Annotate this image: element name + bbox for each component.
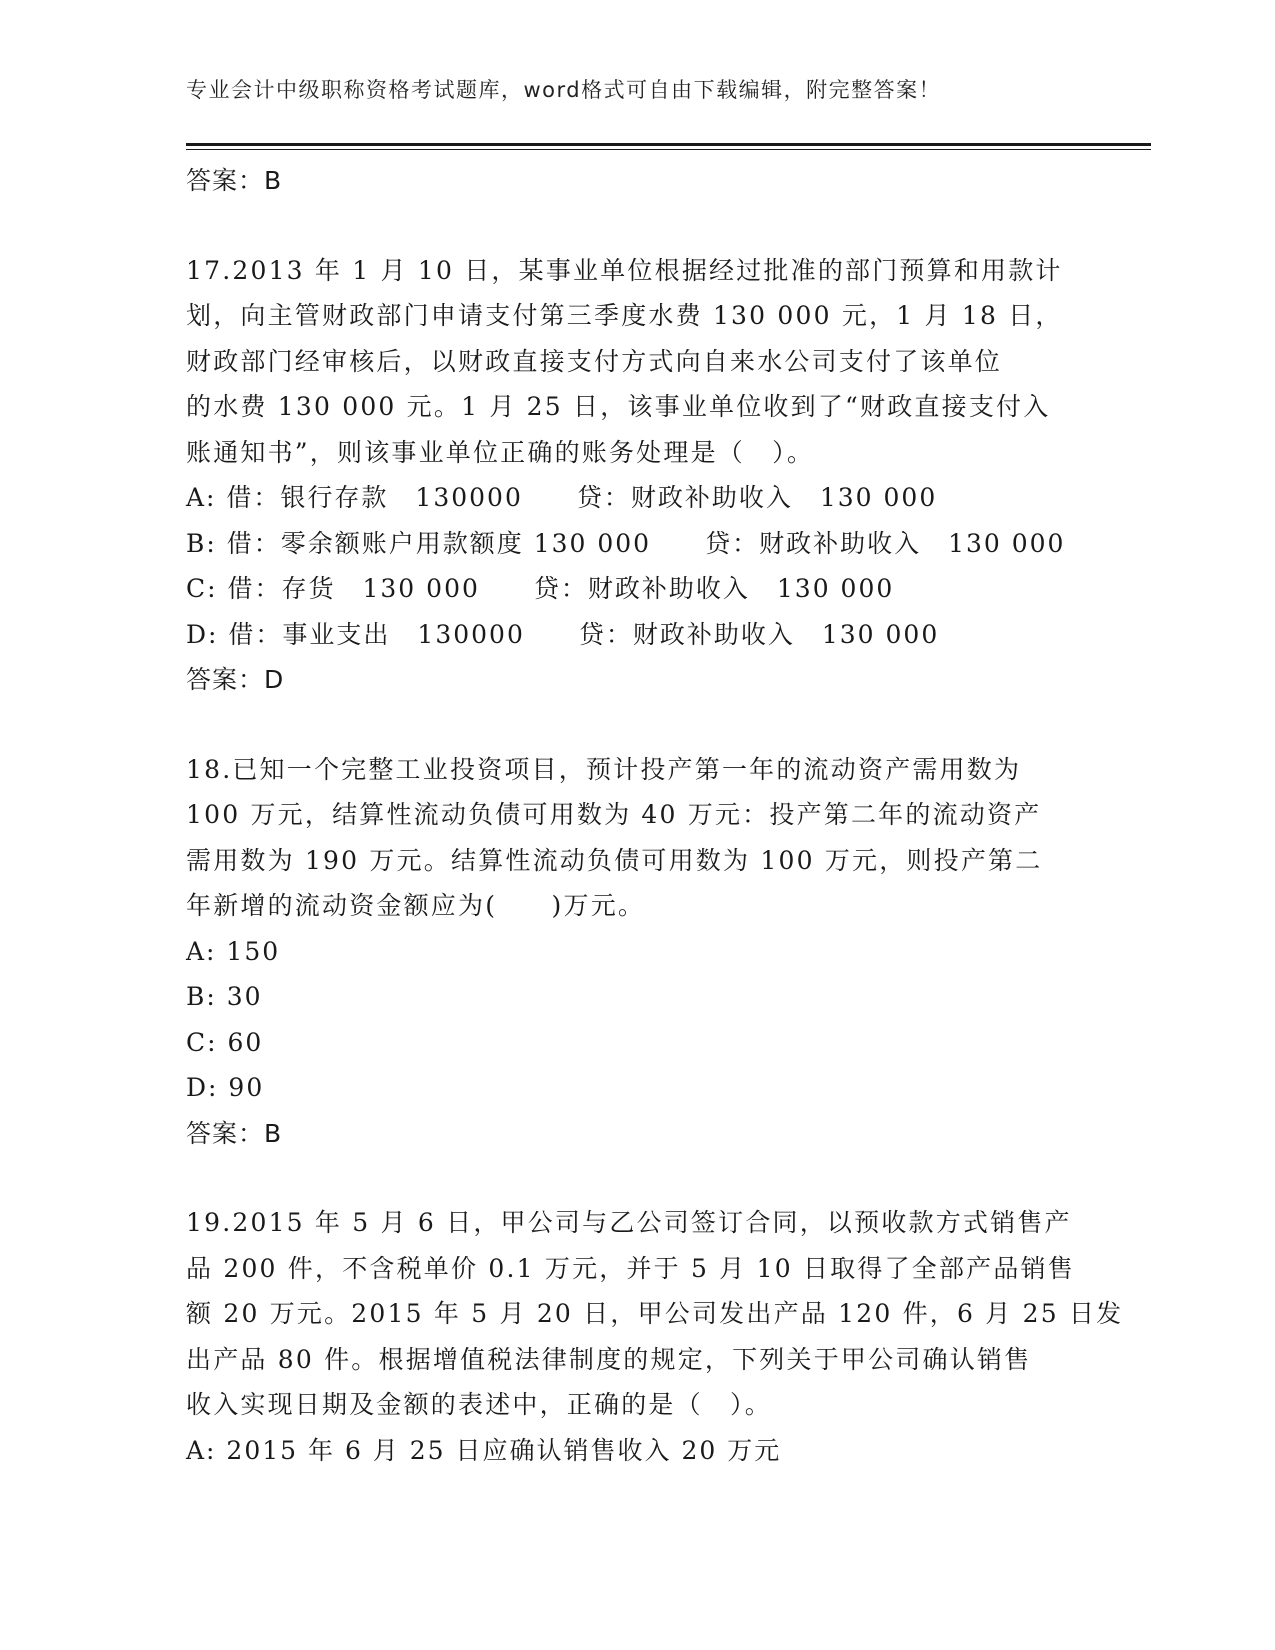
header-rule-thin: [186, 149, 1151, 150]
question-17: [186, 248, 1086, 703]
question-text-line: 年新增的流动资金额应为( )万元。: [186, 891, 646, 920]
option-c: C: 60: [186, 1027, 264, 1057]
option-b: B: 借：零余额账户用款额度 130 000 贷：财政补助收入 130 000: [186, 528, 1066, 558]
option-a: A: 150: [186, 936, 281, 966]
question-text-line: 的水费 130 000 元。1 月 25 日，该事业单位收到了“财政直接支付入: [186, 392, 1051, 421]
option-a: A: 借：银行存款 130000 贷：财政补助收入 130 000: [186, 483, 938, 512]
option-d: D: 90: [186, 1073, 265, 1102]
header-rule-thick: [186, 143, 1151, 146]
option-d: D: 借：事业支出 130000 贷：财政补助收入 130 000: [186, 619, 940, 649]
question-text-line: 需用数为 190 万元。结算性流动负债可用数为 100 万元，则投产第二: [186, 845, 1043, 875]
question-text-line: 出产品 80 件。根据增值税法律制度的规定，下列关于甲公司确认销售: [186, 1344, 1032, 1374]
option-b: B: 30: [186, 982, 263, 1011]
answer: 答案：D: [186, 665, 285, 694]
option-c: C: 借：存货 130 000 贷：财政补助收入 130 000: [186, 574, 895, 603]
question-text-line: 额 20 万元。2015 年 5 月 20 日，甲公司发出产品 120 件，6 月 25 日发: [186, 1299, 1124, 1328]
question-text-line: 19.2015 年 5 月 6 日，甲公司与乙公司签订合同，以预收款方式销售产: [186, 1208, 1072, 1237]
question-text-line: 财政部门经审核后，以财政直接支付方式向自来水公司支付了该单位: [186, 346, 1003, 376]
question-text-line: 品 200 件，不含税单价 0.1 万元，并于 5 月 10 日取得了全部产品销售: [186, 1253, 1075, 1283]
page-header: 专业会计中级职称资格考试题库，word格式可自由下载编辑，附完整答案！: [186, 78, 942, 102]
question-text-line: 18.已知一个完整工业投资项目，预计投产第一年的流动资产需用数为: [186, 754, 1022, 784]
question-text-line: 100 万元，结算性流动负债可用数为 40 万元：投产第二年的流动资产: [186, 800, 1042, 829]
question-18: [186, 747, 1086, 1157]
previous-answer: 答案：B: [186, 166, 283, 195]
question-content: [186, 158, 1124, 1473]
question-text-line: 17.2013 年 1 月 10 日，某事业单位根据经过批准的部门预算和用款计: [186, 255, 1063, 285]
option-a: A: 2015 年 6 月 25 日应确认销售收入 20 万元: [186, 1435, 782, 1465]
question-text-line: 划，向主管财政部门申请支付第三季度水费 130 000 元，1 月 18 日，: [186, 301, 1063, 330]
question-text-line: 账通知书”，则该事业单位正确的账务处理是（ ）。: [186, 437, 815, 467]
question-text-line: 收入实现日期及金额的表述中，正确的是（ ）。: [186, 1390, 772, 1419]
question-19: [186, 1200, 1124, 1473]
answer: 答案：B: [186, 1118, 283, 1148]
